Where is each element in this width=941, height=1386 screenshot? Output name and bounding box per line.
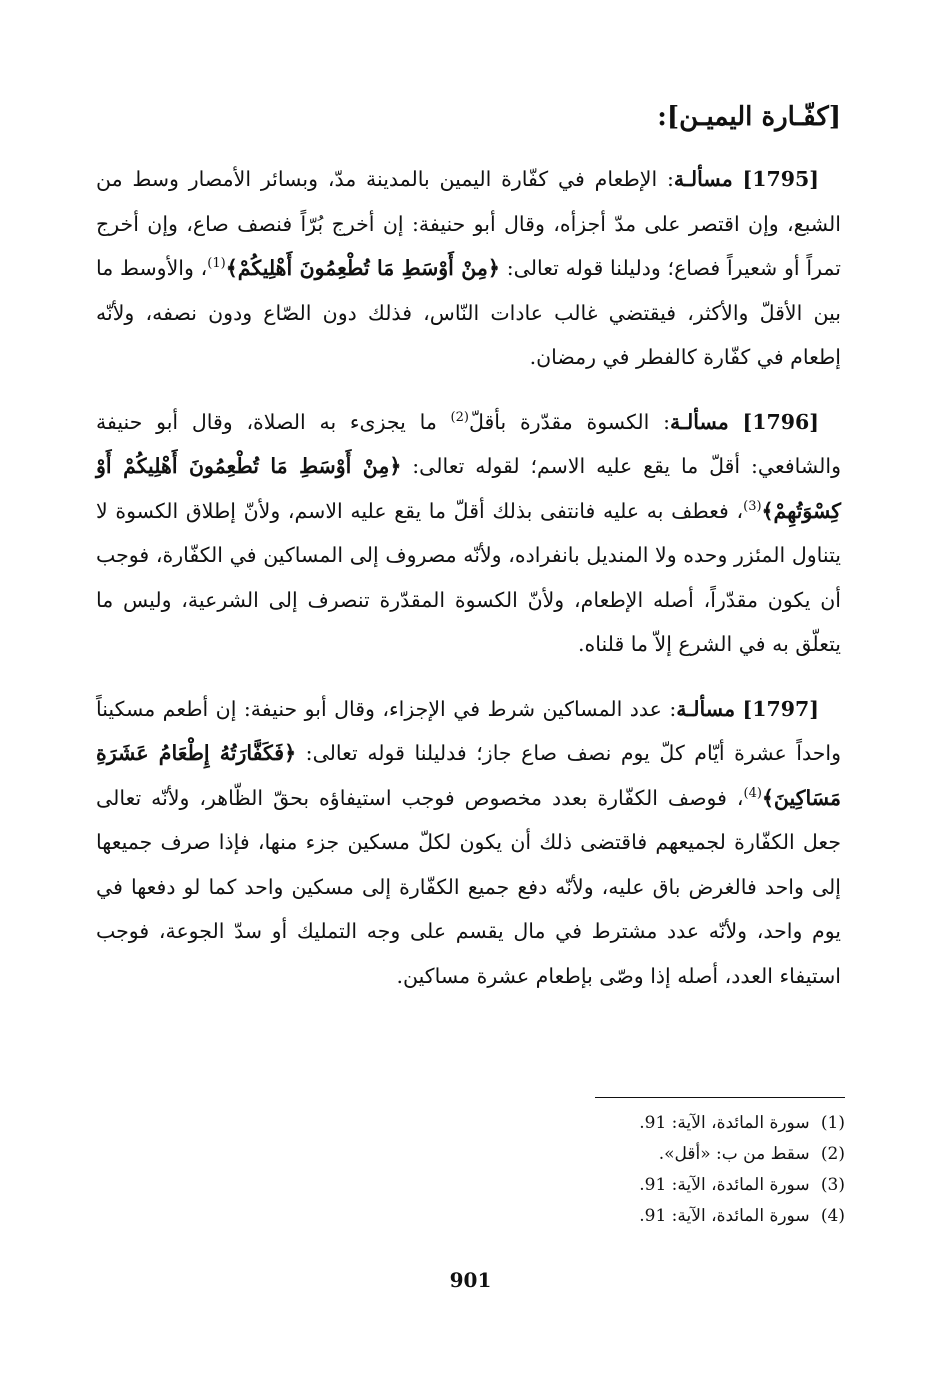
footnote-number: (1) (820, 1113, 845, 1133)
footnote-ref: (1) (207, 256, 226, 272)
paragraph-text: ، فعطف به عليه فانتفى بذلك أقلّ ما يقع عليه الاسم، ولأنّ إطلاق الكسوة لا يتناول المئزر وحده ولا المنديل بانفراده، ولأنّه مصروف إلى المساكين في الكفّارة، فوجب أن يكون مقدّراً، أصله الإطعام، ولأنّ الكسوة المقدّرة تنصرف إلى الشرعية، وليس ما يتعلّق به في الشرع إلاّ ما قلناه. (96, 498, 841, 656)
paragraph-text: : الكسوة مقدّرة بأقلّ (468, 409, 671, 434)
paragraph-text: : عدد المساكين شرط في الإجزاء، وقال أبو حنيفة: إن أطعم مسكيناً واحداً عشرة أيّام كلّ يوم نصف صاع جاز؛ فدليلنا قوله تعالى: (96, 696, 842, 765)
quran-verse: ﴿مِنْ أَوْسَطِ مَا تُطْعِمُونَ أَهْلِيكُمْ أَوْ كِسْوَتُهِمْ﴾ (96, 454, 841, 523)
issue-number: [1797] (742, 696, 819, 721)
footnote (100, 1139, 845, 1170)
paragraph-text: ، والأوسط ما بين الأقلّ والأكثر، فيقتضي غالب عادات النّاس، فذلك دون الصّاع ودون نصفه، ولأنّه إطعام في كفّارة كالفطر في رمضان. (96, 256, 841, 369)
footnote (100, 1201, 845, 1232)
footnote-number: (3) (820, 1175, 845, 1195)
quran-verse: ﴿فَكَفَّارَتُهُ إِطْعَامُ عَشَرَةِ مَسَاكِينَ﴾ (96, 741, 841, 810)
issue-number: [1796] (742, 409, 819, 434)
footnote-divider (595, 1097, 845, 1098)
page-number: 901 (449, 1268, 492, 1292)
footnote-text: سورة المائدة، الآية: 91. (639, 1175, 810, 1195)
issue-label: مسألـة (670, 409, 729, 434)
issue-label: مسألـة (676, 696, 736, 721)
paragraph-1795 (96, 157, 841, 380)
footnote-ref: (2) (450, 409, 469, 425)
footnote (100, 1170, 845, 1201)
paragraph-text: ما يجزىء به الصلاة، وقال أبو حنيفة والشافعي: أقلّ ما يقع عليه الاسم؛ لقوله تعالى: (96, 409, 842, 478)
footnote (100, 1108, 845, 1139)
section-title: [كفّـارة اليميـن]: (657, 102, 841, 132)
issue-label: مسألـة (673, 167, 733, 191)
footnotes (100, 1097, 845, 1232)
footnote-text: سورة المائدة، الآية: 91. (639, 1113, 810, 1133)
page-body (96, 95, 841, 1018)
paragraph-text: ، فوصف الكفّارة بعدد مخصوص فوجب استيفاؤه بحقّ الظّاهر، ولأنّه تعالى جعل الكفّارة لجميعهم فاقتضى ذلك أن يكون لكلّ مسكين جزء منها، فإذا صرف جميعها إلى واحد فالغرض باق عليه، ولأنّه دفع جميع الكفّارة إلى مسكين واحد كما لو دفعها في يوم واحد، ولأنّه عدد مشترط في مال يقسم على وجه التمليك أو سدّ الجوعة، فوجب استيفاء العدد، أصله إذا وصّى بإطعام عشرة مساكين. (96, 785, 841, 988)
footnote-text: سورة المائدة، الآية: 91. (639, 1206, 810, 1226)
paragraph-text: : الإطعام في كفّارة اليمين بالمدينة مدّ، وبسائر الأمصار وسط من الشبع، وإن اقتصر على مدّ أجزأه، وقال أبو حنيفة: إن أخرج بُرّاً فنصف صاع، وإن أخرج تمراً أو شعيراً فصاع؛ ودليلنا قوله تعالى: (96, 167, 841, 280)
paragraph-1797 (96, 687, 841, 999)
footnote-text: سقط من ب: «أقل». (658, 1144, 810, 1164)
quran-verse: ﴿مِنْ أَوْسَطِ مَا تُطْعِمُونَ أَهْلِيكُمْ﴾ (225, 256, 500, 280)
footnote-number: (4) (820, 1206, 845, 1226)
footnote-ref: (4) (743, 785, 762, 801)
footnote-number: (2) (820, 1144, 845, 1164)
issue-number: [1795] (742, 167, 819, 191)
paragraph-1796 (96, 400, 841, 667)
footnote-ref: (3) (743, 498, 762, 514)
